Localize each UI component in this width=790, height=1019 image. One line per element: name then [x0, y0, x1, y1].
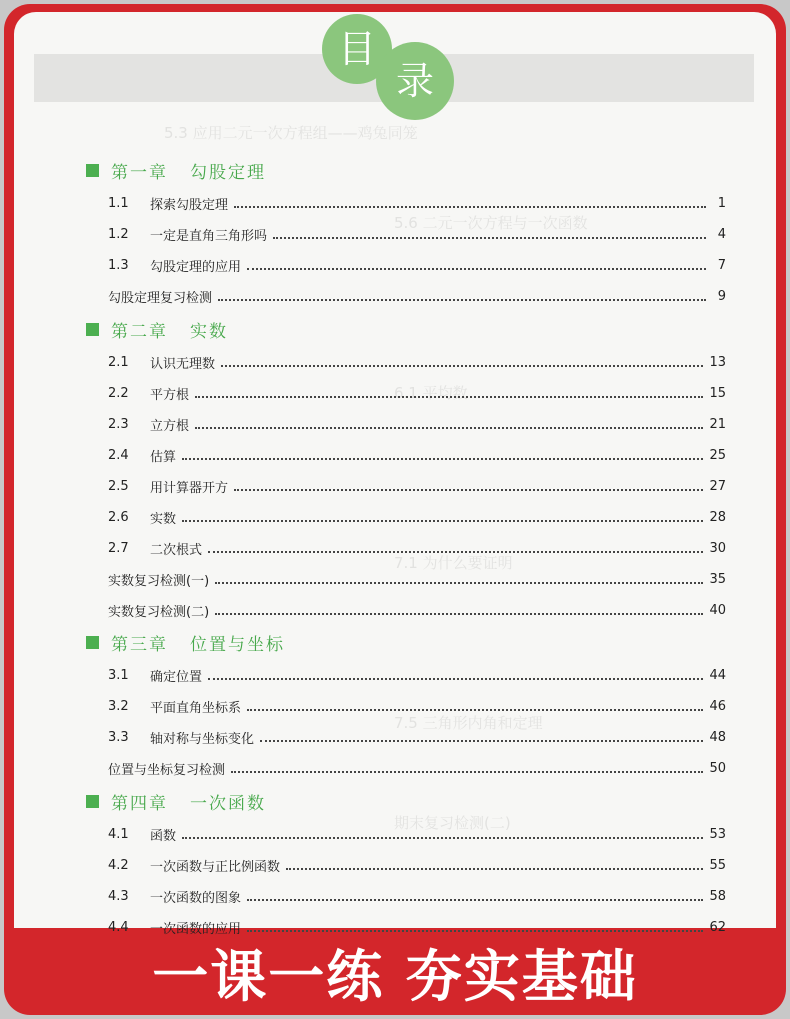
entry-title: 平方根 — [150, 387, 190, 403]
section-number: 3.3 — [108, 729, 129, 745]
dot-leader — [215, 582, 703, 584]
review-entry[interactable] — [108, 756, 726, 780]
title-char-1: 目 — [322, 14, 392, 84]
dot-leader — [231, 771, 703, 773]
dot-leader — [247, 899, 703, 901]
page-number: 21 — [709, 416, 726, 432]
red-frame — [4, 4, 786, 1015]
section-number: 4.3 — [108, 888, 129, 904]
entry-title: 平面直角坐标系 — [150, 700, 242, 716]
entry-title: 一次函数的图象 — [150, 890, 242, 906]
page-number: 35 — [709, 571, 726, 587]
square-bullet-icon — [86, 636, 99, 649]
section-number: 2.5 — [108, 478, 129, 494]
dot-leader — [234, 489, 703, 491]
section-number: 2.2 — [108, 385, 129, 401]
chapter-number: 第一章 — [111, 162, 168, 183]
chapter-heading — [86, 787, 266, 815]
entry-title: 实数复习检测(二) — [108, 604, 210, 620]
bleed-through-text: 6.1 平均数 — [394, 384, 468, 402]
toc-entry[interactable] — [108, 884, 726, 908]
section-number: 3.1 — [108, 667, 129, 683]
entry-title: 轴对称与坐标变化 — [150, 731, 255, 747]
entry-title: 探索勾股定理 — [150, 197, 229, 213]
dot-leader — [221, 365, 703, 367]
entry-title: 位置与坐标复习检测 — [108, 762, 226, 778]
section-number: 2.6 — [108, 509, 129, 525]
dot-leader — [218, 299, 706, 301]
page-number: 4 — [717, 226, 726, 242]
entry-title: 实数复习检测(一) — [108, 573, 210, 589]
section-number: 1.2 — [108, 226, 129, 242]
page-number: 50 — [709, 760, 726, 776]
chapter-title: 实数 — [190, 321, 228, 342]
page-number: 27 — [709, 478, 726, 494]
section-number: 2.7 — [108, 540, 129, 556]
chapter-title: 勾股定理 — [190, 162, 266, 183]
entry-title: 勾股定理复习检测 — [108, 290, 213, 306]
section-number: 4.1 — [108, 826, 129, 842]
square-bullet-icon — [86, 795, 99, 808]
page-number: 7 — [717, 257, 726, 273]
page-number: 53 — [709, 826, 726, 842]
entry-title: 立方根 — [150, 418, 190, 434]
chapter-number: 第三章 — [111, 634, 168, 655]
section-number: 2.3 — [108, 416, 129, 432]
chapter-title: 一次函数 — [190, 793, 266, 814]
entry-title: 函数 — [150, 828, 177, 844]
section-number: 4.4 — [108, 919, 129, 935]
square-bullet-icon — [86, 164, 99, 177]
toc-entry[interactable] — [108, 725, 726, 749]
section-number: 4.2 — [108, 857, 129, 873]
bleed-through-text: 7.5 三角形内角和定理 — [394, 714, 543, 732]
entry-title: 用计算器开方 — [150, 480, 229, 496]
chapter-number: 第四章 — [111, 793, 168, 814]
dot-leader — [247, 709, 703, 711]
page-number: 15 — [709, 385, 726, 401]
entry-title: 一次函数与正比例函数 — [150, 859, 281, 875]
square-bullet-icon — [86, 323, 99, 336]
review-entry[interactable] — [108, 567, 726, 591]
dot-leader — [234, 206, 706, 208]
chapter-heading — [86, 315, 228, 343]
dot-leader — [182, 458, 703, 460]
chapter-heading — [86, 156, 266, 184]
review-entry[interactable] — [108, 284, 726, 308]
page-number: 28 — [709, 509, 726, 525]
dot-leader — [182, 837, 703, 839]
chapter-number: 第二章 — [111, 321, 168, 342]
dot-leader — [260, 740, 703, 742]
toc-entry[interactable] — [108, 663, 726, 687]
dot-leader — [215, 613, 703, 615]
dot-leader — [208, 551, 703, 553]
dot-leader — [273, 237, 706, 239]
toc-entry[interactable] — [108, 443, 726, 467]
page-number: 9 — [717, 288, 726, 304]
dot-leader — [208, 678, 703, 680]
entry-title: 确定位置 — [150, 669, 203, 685]
toc-entry[interactable] — [108, 536, 726, 560]
slogan-banner: 一课一练 夯实基础 — [152, 944, 638, 1010]
toc-entry[interactable] — [108, 853, 726, 877]
entry-title: 实数 — [150, 511, 177, 527]
entry-title: 认识无理数 — [150, 356, 216, 372]
toc-entry[interactable] — [108, 191, 726, 215]
section-number: 3.2 — [108, 698, 129, 714]
section-number: 1.1 — [108, 195, 129, 211]
bleed-through-text: 7.1 为什么要证明 — [394, 554, 513, 572]
entry-title: 估算 — [150, 449, 177, 465]
entry-title: 一次函数的应用 — [150, 921, 242, 937]
dot-leader — [195, 427, 703, 429]
page-number: 48 — [709, 729, 726, 745]
entry-title: 一定是直角三角形吗 — [150, 228, 268, 244]
toc-entry[interactable] — [108, 222, 726, 246]
bleed-through-text: 5.3 应用二元一次方程组——鸡兔同笼 — [164, 124, 418, 142]
bleed-through-text: 5.6 二元一次方程与一次函数 — [394, 214, 588, 232]
section-number: 2.1 — [108, 354, 129, 370]
toc-entry[interactable] — [108, 381, 726, 405]
page-number: 55 — [709, 857, 726, 873]
toc-entry[interactable] — [108, 253, 726, 277]
entry-title: 二次根式 — [150, 542, 203, 558]
entry-title: 勾股定理的应用 — [150, 259, 242, 275]
toc-entry[interactable] — [108, 694, 726, 718]
dot-leader — [286, 868, 703, 870]
page-number: 58 — [709, 888, 726, 904]
bleed-through-text: 期末复习检测(二) — [394, 814, 511, 832]
toc-entry[interactable] — [108, 350, 726, 374]
dot-leader — [247, 268, 706, 270]
page-number: 25 — [709, 447, 726, 463]
toc-entry[interactable] — [108, 412, 726, 436]
toc-entry[interactable] — [108, 474, 726, 498]
page-number: 40 — [709, 602, 726, 618]
page-number: 46 — [709, 698, 726, 714]
page-number: 13 — [709, 354, 726, 370]
section-number: 2.4 — [108, 447, 129, 463]
dot-leader — [195, 396, 703, 398]
toc-entry[interactable] — [108, 505, 726, 529]
title-char-2: 录 — [376, 42, 454, 120]
chapter-title: 位置与坐标 — [190, 634, 285, 655]
section-number: 1.3 — [108, 257, 129, 273]
review-entry[interactable] — [108, 598, 726, 622]
page-number: 44 — [709, 667, 726, 683]
page-number: 30 — [709, 540, 726, 556]
page-number: 1 — [717, 195, 726, 211]
toc-entry[interactable] — [108, 822, 726, 846]
chapter-heading — [86, 628, 285, 656]
page-number: 62 — [709, 919, 726, 935]
dot-leader — [182, 520, 703, 522]
toc-page — [14, 12, 776, 937]
